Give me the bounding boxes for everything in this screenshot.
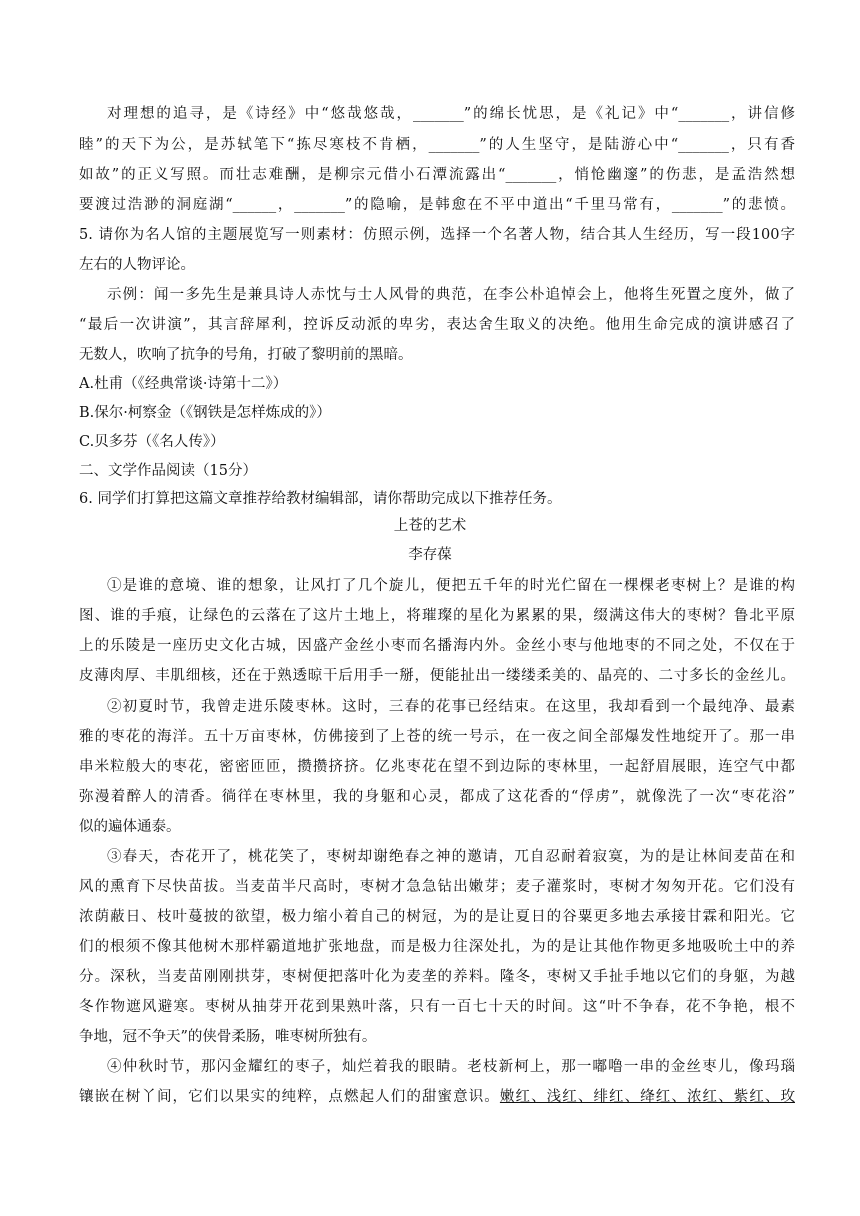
example-line: 示例：闻一多先生是兼具诗人赤忱与士人风骨的典范，在李公朴追悼会上，他将生死置之度外，做了 xyxy=(107,287,795,303)
paragraph-line: 睦”的天下为公，是苏轼笔下“拣尽寒枝不肯栖，_______”的人生坚守，是陆游心中“_______，只有香 xyxy=(79,137,795,153)
question-5-line: 左右的人物评论。 xyxy=(79,257,195,273)
paragraph-3-line: 浓荫蔽日、枝叶蔓披的欲望，极力缩小着自己的树冠，为的是让夏日的谷粟更多地去承接甘霖和阳光。它 xyxy=(79,909,795,925)
question-5-line: 5. 请你为名人馆的主题展览写一则素材：仿照示例，选择一个名著人物，结合其人生经历，写一段100字 xyxy=(79,227,795,243)
paragraph-4-text: 镶嵌在树丫间，它们以果实的纯粹，点燃起人们的甜蜜意识。 xyxy=(79,1089,500,1105)
example-line: “最后一次讲演”，其言辞犀利，控诉反动派的卑劣，表达舍生取义的决绝。他用生命完成的演讲感召了 xyxy=(79,317,795,333)
paragraph-2-line: 弥漫着醉人的清香。徜徉在枣林里，我的身躯和心灵，都成了这花香的“俘虏”，就像洗了一次“枣花浴” xyxy=(79,789,795,805)
paragraph-2-line: ②初夏时节，我曾走进乐陵枣林。这时，三春的花事已经结束。在这里，我却看到一个最纯净、最素 xyxy=(107,699,795,715)
option-a: A.杜甫（《经典常谈·诗第十二》） xyxy=(79,376,288,392)
question-6: 6. 同学们打算把这篇文章推荐给教材编辑部，请你帮助完成以下推荐任务。 xyxy=(79,491,562,507)
paragraph-3-line: ③春天，杏花开了，桃花笑了，枣树却谢绝春之神的邀请，兀自忍耐着寂寞，为的是让林间麦苗在和 xyxy=(107,849,795,865)
paragraph-3-line: 分。深秋，当麦苗刚刚拱芽，枣树便把落叶化为麦垄的养料。隆冬，枣树又手扯手地以它们的身躯，为越 xyxy=(79,969,795,985)
paragraph-1-line: 上的乐陵是一座历史文化古城，因盛产金丝小枣而名播海内外。金丝小枣与他地枣的不同之处，不仅在于 xyxy=(79,638,795,654)
paragraph-3-line: 们的根须不像其他树木那样霸道地扩张地盘，而是极力往深处扎，为的是让其他作物更多地吸吮土中的养 xyxy=(79,939,795,955)
paragraph-3-line: 风的熏育下尽快苗拔。当麦苗半尺高时，枣树才急急钻出嫩芽；麦子灌浆时，枣树才匆匆开花。它们没有 xyxy=(79,879,795,895)
paragraph-3-line: 冬作物遮风避寒。枣树从抽芽开花到果熟叶落，只有一百七十天的时间。这“叶不争春，花不争艳，根不 xyxy=(79,999,795,1015)
underlined-text: 嫩红、浅红、绯红、绛红、浓红、紫红、玫 xyxy=(499,1089,795,1105)
option-b: B.保尔·柯察金（《钢铁是怎样炼成的》） xyxy=(79,405,331,421)
paragraph-1-line: 皮薄肉厚、丰肌细核，还在于熟透晾干后用手一掰，便能扯出一缕缕柔美的、晶亮的、二寸多长的金丝儿。 xyxy=(79,668,795,684)
paragraph-1-line: ①是谁的意境、谁的想象，让风打了几个旋儿，便把五千年的时光伫留在一棵棵老枣树上？是谁的构 xyxy=(107,578,795,594)
paragraph-line: 对理想的追寻，是《诗经》中“悠哉悠哉，_______”的绵长忧思，是《礼记》中“_______，讲信修 xyxy=(107,106,795,122)
option-c: C.贝多芬（《名人传》） xyxy=(79,434,225,450)
paragraph-2-line: 雅的枣花的海洋。五十万亩枣林，仿佛接到了上苍的统一号示，在一夜之间全部爆发性地绽开了。那一串 xyxy=(79,729,795,745)
paragraph-4-line: ④仲秋时节，那闪金耀红的枣子，灿烂着我的眼睛。老枝新柯上，那一嘟噜一串的金丝枣儿，像玛瑙 xyxy=(107,1059,795,1075)
example-line: 无数人，吹响了抗争的号角，打破了黎明前的黑暗。 xyxy=(79,347,413,363)
paragraph-line: 要渡过浩渺的洞庭湖“______，_______”的隐喻，是韩愈在不平中道出“千里马常有，_______”的悲愤。 xyxy=(79,197,795,213)
paragraph-1-line: 图、谁的手痕，让绿色的云落在了这片土地上，将璀璨的星化为累累的果，缀满这伟大的枣树？鲁北平原 xyxy=(79,608,795,624)
paragraph-line: 如故”的正义写照。而壮志难酬，是柳宗元借小石潭流露出“_______，悄怆幽邃”的伤悲，是孟浩然想 xyxy=(79,167,795,183)
section-heading: 二、文学作品阅读（15分） xyxy=(79,463,257,479)
paragraph-2-line: 串米粒般大的枣花，密密匝匝，攒攒挤挤。亿兆枣花在望不到边际的枣林里，一起舒眉展眼，连空气中都 xyxy=(79,759,795,775)
paragraph-2-line: 似的遍体通泰。 xyxy=(79,819,181,835)
article-author: 李存葆 xyxy=(408,547,452,563)
paragraph-3-line: 争地，冠不争天”的侠骨柔肠，唯枣树所独有。 xyxy=(79,1029,377,1045)
paragraph-4-line xyxy=(79,1087,795,1107)
article-title: 上苍的艺术 xyxy=(393,518,467,534)
